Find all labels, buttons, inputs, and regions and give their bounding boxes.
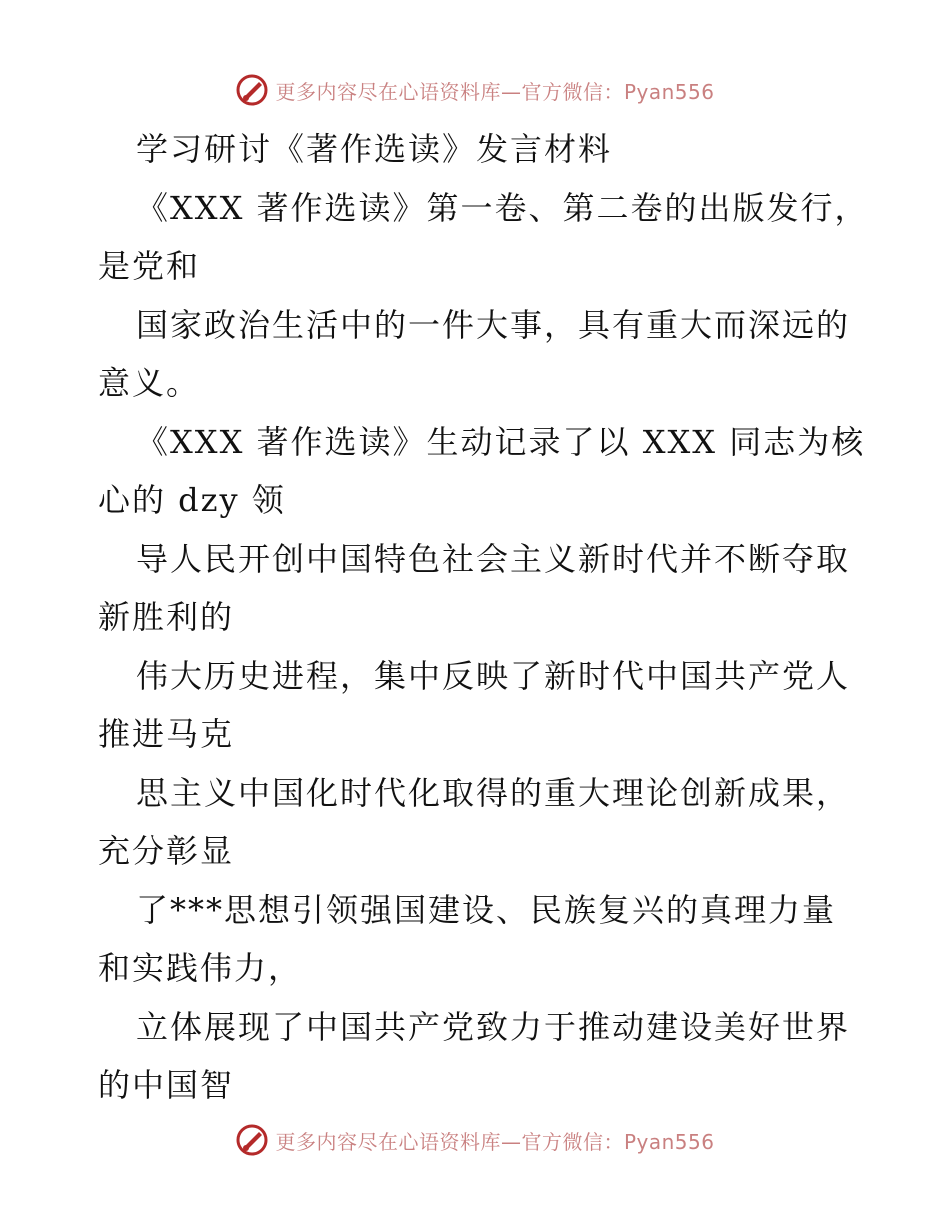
text-line: 《XXX 著作选读》第一卷、第二卷的出版发行， <box>136 188 869 227</box>
header-watermark <box>0 70 950 110</box>
watermark-text: 更多内容尽在心语资料库—官方微信：Pyan556 <box>275 1129 715 1154</box>
text-line: 立体展现了中国共产党致力于推动建设美好世界 <box>136 1007 851 1046</box>
text-line: 意义。 <box>98 364 201 402</box>
text-line: 充分彰显 <box>98 832 235 870</box>
footer-watermark <box>0 1120 950 1160</box>
text-line: 了***思想引领强国建设、民族复兴的真理力量 <box>136 890 837 929</box>
text-line: 新胜利的 <box>98 598 235 636</box>
text-line: 和实践伟力， <box>98 949 303 987</box>
text-line: 的中国智 <box>98 1066 235 1104</box>
text-line: 导人民开创中国特色社会主义新时代并不断夺取 <box>136 539 851 578</box>
text-line: 心的 dzy 领 <box>98 481 286 519</box>
text-line: 思主义中国化时代化取得的重大理论创新成果， <box>136 773 851 812</box>
text-line: 是党和 <box>98 247 201 285</box>
watermark-text: 更多内容尽在心语资料库—官方微信：Pyan556 <box>275 79 715 104</box>
watermark-logo-icon <box>235 73 269 107</box>
text-line: 《XXX 著作选读》生动记录了以 XXX 同志为核 <box>136 422 866 461</box>
text-line: 伟大历史进程，集中反映了新时代中国共产党人 <box>136 656 851 695</box>
document-body <box>98 120 869 1115</box>
text-line: 国家政治生活中的一件大事，具有重大而深远的 <box>136 305 851 344</box>
text-line: 推进马克 <box>98 715 235 753</box>
text-line: 学习研讨《著作选读》发言材料 <box>136 130 613 168</box>
watermark-logo-icon <box>235 1123 269 1157</box>
